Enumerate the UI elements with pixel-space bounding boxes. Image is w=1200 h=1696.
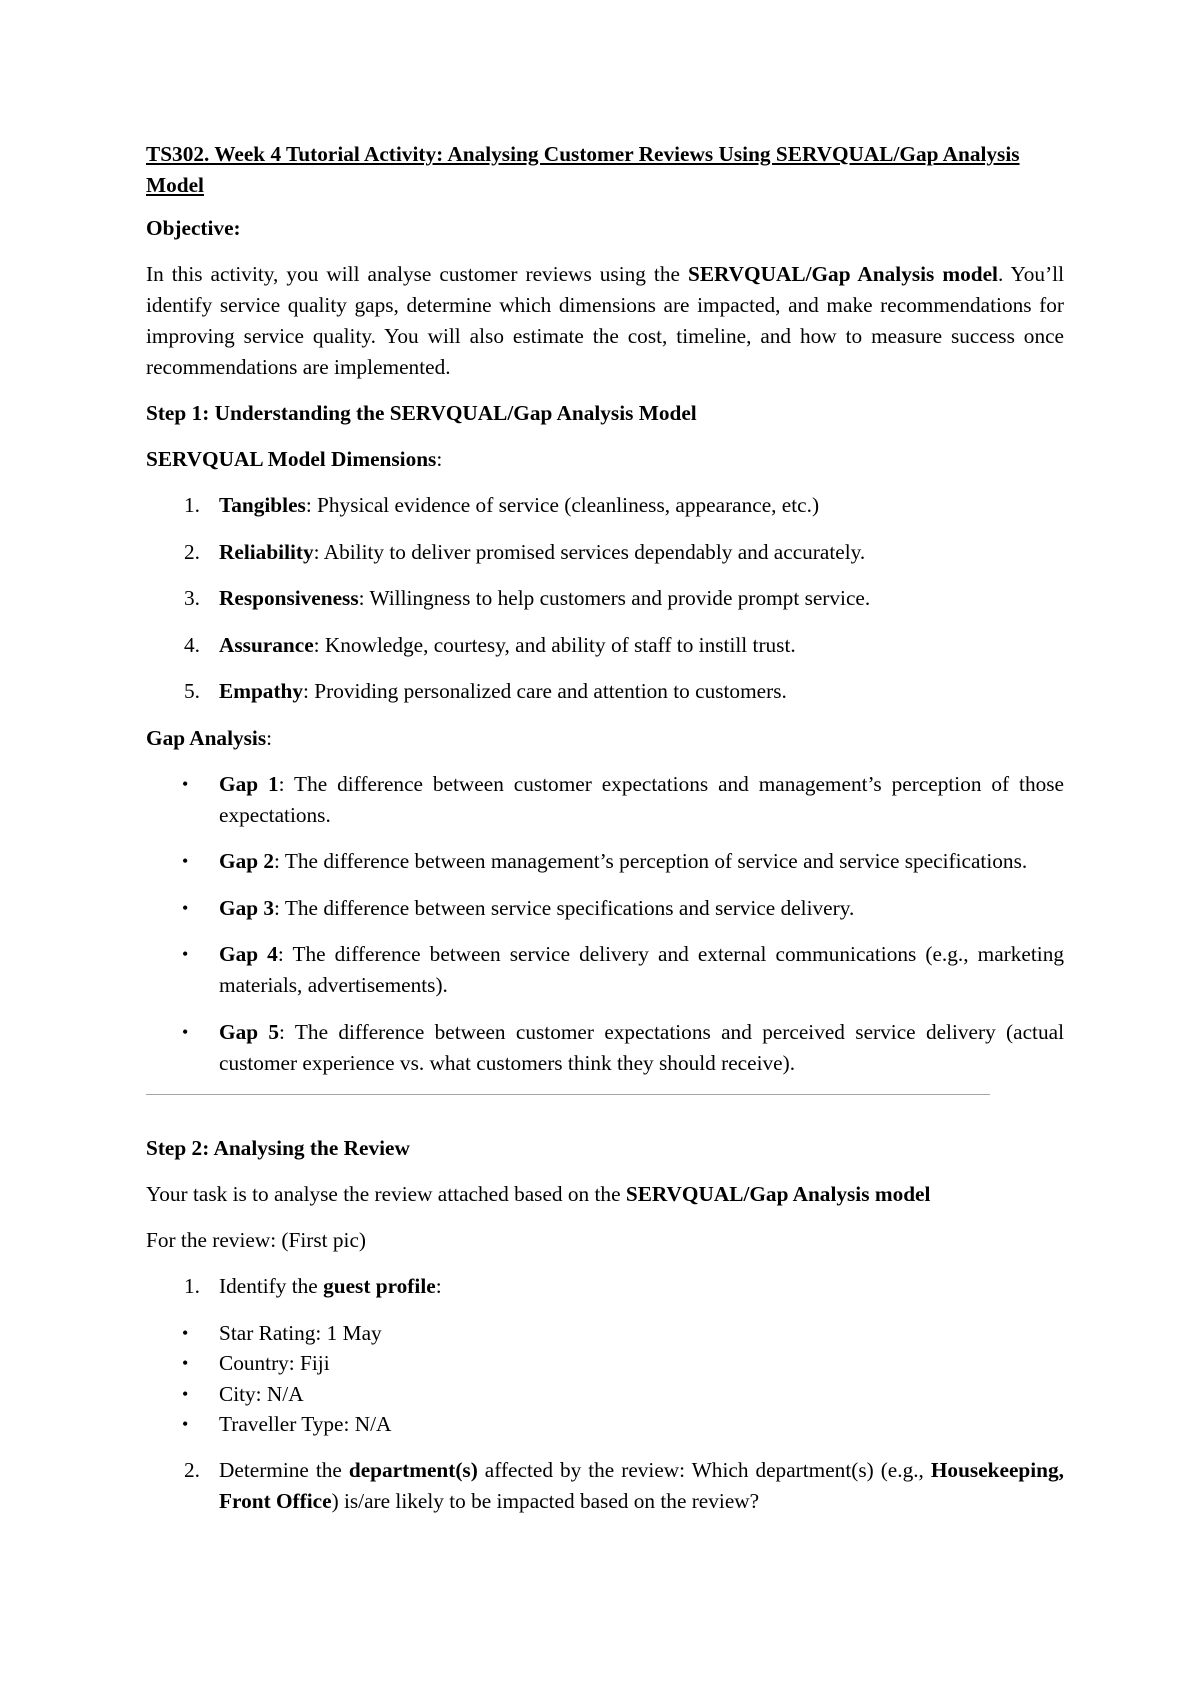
step1-heading: Step 1: Understanding the SERVQUAL/Gap Analysis Model — [146, 401, 697, 425]
dimension-item — [146, 490, 1064, 521]
bullet-icon: • — [182, 1383, 189, 1404]
dimension-desc: : Physical evidence of service (cleanliness, appearance, etc.) — [305, 493, 820, 517]
profile-text: Country: Fiji — [219, 1351, 330, 1375]
dimension-term: Responsiveness — [219, 586, 359, 610]
bullet-icon: • — [182, 1322, 189, 1343]
gap-item — [146, 846, 1064, 877]
dimensions-label-line: SERVQUAL Model Dimensions: — [146, 447, 443, 471]
task1-text: Identify the — [219, 1274, 324, 1298]
task2-text2: affected by the review: Which department(s) (e.g., — [477, 1457, 931, 1482]
task-intro-text: Your task is to analyse the review attached based on the — [146, 1182, 626, 1206]
dimension-term: Reliability — [219, 539, 314, 564]
gap-term: Gap 5 — [219, 1019, 280, 1044]
dimension-number: 2. — [184, 539, 200, 564]
gap-label: Gap Analysis — [146, 725, 267, 750]
gap-desc: : The difference between service delivery and external communications (e.g., marketing materials, advertisements). — [219, 942, 1064, 997]
gap-item — [146, 769, 1064, 831]
gaps-list — [146, 769, 1064, 1079]
profile-text: Star Rating: 1 May — [219, 1320, 382, 1345]
task2-bold2: Housekeeping, Front Office — [219, 1457, 1064, 1513]
bullet-icon: • — [182, 1353, 189, 1373]
task2-text1: Determine the — [219, 1457, 349, 1482]
dimension-term: Empathy — [219, 679, 304, 703]
dimension-item — [146, 583, 1064, 614]
objective-bold-model: SERVQUAL/Gap Analysis model — [687, 262, 998, 286]
dimension-desc: : Knowledge, courtesy, and ability of staff to instill trust. — [313, 632, 796, 657]
task1-end: : — [435, 1274, 442, 1298]
guest-profile-list — [146, 1318, 1064, 1440]
horizontal-divider — [146, 1094, 990, 1095]
task1-bold: guest profile — [323, 1274, 436, 1298]
dimension-desc: : Willingness to help customers and provide prompt service. — [358, 586, 871, 610]
bullet-icon: • — [182, 773, 189, 794]
gap-term: Gap 3 — [219, 895, 275, 920]
task-intro-bold: SERVQUAL/Gap Analysis model — [625, 1182, 931, 1206]
task2-bold1: department(s) — [348, 1457, 478, 1482]
gap-item — [146, 893, 1064, 924]
dimension-desc: : Ability to deliver promised services dependably and accurately. — [313, 539, 866, 564]
dimension-item — [146, 630, 1064, 661]
gap-term: Gap 1 — [219, 771, 279, 796]
dimension-number: 1. — [184, 493, 200, 517]
gap-label-line: Gap Analysis: — [146, 725, 273, 750]
task-number: 1. — [184, 1274, 200, 1298]
gap-term: Gap 2 — [219, 849, 275, 873]
for-review-line: For the review: (First pic) — [146, 1228, 367, 1252]
profile-text: Traveller Type: N/A — [219, 1412, 392, 1436]
task-list-2 — [146, 1455, 1064, 1517]
task-list-1 — [146, 1271, 1064, 1302]
dimension-number: 5. — [184, 679, 200, 703]
dimension-term: Tangibles — [219, 493, 306, 517]
bullet-icon: • — [182, 851, 189, 871]
profile-text: City: N/A — [219, 1381, 304, 1406]
dimensions-label: SERVQUAL Model Dimensions — [146, 447, 437, 471]
gap-item — [146, 1017, 1064, 1079]
dimension-desc: : Providing personalized care and attention to customers. — [303, 679, 787, 703]
profile-item — [146, 1409, 1064, 1440]
gap-item — [146, 939, 1064, 1001]
document-title: TS302. Week 4 Tutorial Activity: Analysing Customer Reviews Using SERVQUAL/Gap Analysis Model — [146, 142, 1020, 197]
bullet-icon: • — [182, 1021, 189, 1042]
document-page — [146, 139, 1064, 1532]
objective-paragraph — [146, 259, 1064, 383]
objective-text-2: . You’ll identify service quality gaps, determine which dimensions are impacted, and make recommendations for improving service quality. You will also estimate the cost, timeline, and how to measure success once recommendations are implemented. — [146, 262, 1064, 379]
task-item-2 — [146, 1455, 1064, 1517]
gap-desc: : The difference between management’s perception of service and service specifications. — [274, 849, 1028, 873]
bullet-icon: • — [182, 944, 189, 964]
dimensions-list — [146, 490, 1064, 707]
gap-desc: : The difference between customer expectations and management’s perception of those expectations. — [219, 771, 1065, 827]
dimension-number: 3. — [184, 586, 200, 610]
task-intro — [146, 1179, 1064, 1210]
objective-heading: Objective: — [146, 216, 241, 240]
dimension-number: 4. — [184, 632, 200, 657]
dimension-term: Assurance — [219, 632, 314, 657]
bullet-icon: • — [182, 1414, 189, 1434]
objective-text-1: In this activity, you will analyse customer reviews using the — [146, 262, 688, 286]
profile-item — [146, 1379, 1064, 1410]
task-number: 2. — [184, 1457, 200, 1482]
step2-heading: Step 2: Analysing the Review — [146, 1136, 410, 1160]
bullet-icon: • — [182, 897, 189, 918]
task2-text3: ) is/are likely to be impacted based on the review? — [331, 1488, 760, 1513]
profile-item — [146, 1348, 1064, 1379]
task-item-1 — [146, 1271, 1064, 1302]
gap-term: Gap 4 — [219, 942, 278, 966]
dimension-item — [146, 676, 1064, 707]
gap-desc: : The difference between service specifications and service delivery. — [274, 895, 855, 920]
gap-desc: : The difference between customer expectations and perceived service delivery (actual customer experience vs. what customers think they should receive). — [219, 1019, 1064, 1075]
dimension-item — [146, 537, 1064, 568]
profile-item — [146, 1318, 1064, 1349]
